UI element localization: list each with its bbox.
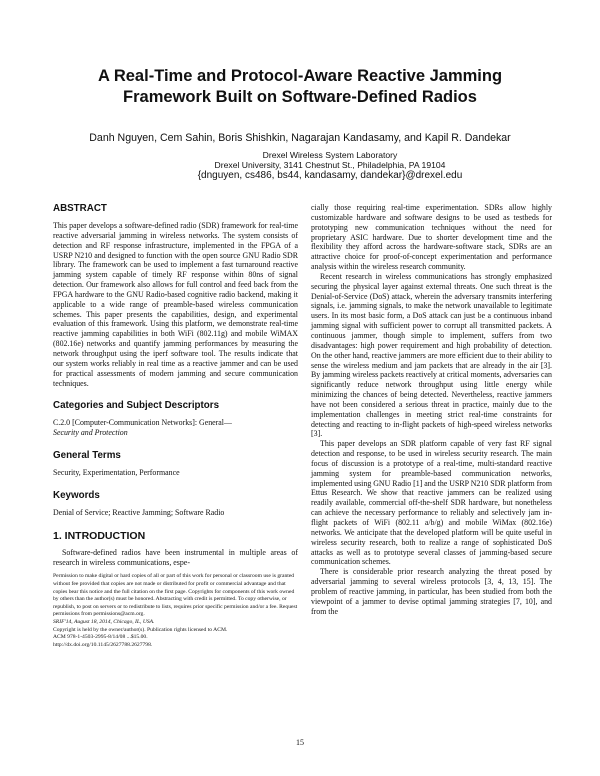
permission-text: Permission to make digital or hard copies of all or part of this work for personal or classroom use is granted without fee provided that copies are not made or distributed for profit or commercial advantage and that copies bear this notice and the full citation on the first page. Copyrights for components of this work owned by others than the author(s) must be honored. Abstracting with credit is permitted. To copy otherwise, or republish, to post on servers or to redistribute to lists, requires prior specific permission and/or a fee. Request permissions from permissions@acm.org. [53, 573, 298, 618]
affiliation-lab: Drexel Wireless System Laboratory [262, 150, 398, 160]
author-list: Danh Nguyen, Cem Sahin, Boris Shishkin, Nagarajan Kandasamy, and Kapil R. Dandekar [89, 132, 511, 144]
copyright-line: Copyright is held by the owner/author(s). Publication rights licensed to ACM. [53, 626, 228, 633]
intro-paragraph-3: This paper develops an SDR platform capable of very fast RF signal detection and response, to be used in wireless security research. The main focus of discussion is a prototype of a real-time, multi-standard reactive jamming system for preamble-based communication networks, implemented using GNU Radio [1] and the USRP N210 SDR platform from Ettus Research. We show that reactive jammers can be realized using readily available, commercial off-the-shelf SDR hardware, but nonetheless can achieve the necessary performance to reliably and selectively jam in-flight packets of WiFi (802.11 a/b/g) and mobile WiMax (802.16e) networks. We anticipate that the developed platform will be quite useful in wireless security research, both to realize a range of sophisticated DoS attacks as well as to prototype several classes of jamming-based secure communication schemes. [311, 439, 553, 567]
venue-text: SRIF'14, August 18, 2014, Chicago, IL, USA. [53, 618, 155, 625]
keywords-text: Denial of Service; Reactive Jamming; Software Radio [53, 507, 225, 517]
venue-line [53, 619, 298, 627]
intro-paragraph-2: Recent research in wireless communications has strongly emphasized securing the physical layer against external threats. One such threat is the Denial-of-Service (DoS) attack, wherein the adversary transmits interfering signals, i.e. jamming signals, to make the network unavailable to legitimate users. In its most basic form, a DoS attack can just be a continuous inband jamming signal with sufficient power to corrupt all transmitted packets. A continuous jammer, though simple to implement, suffers from two disadvantages: high power requirement and high probability of detection. On the other hand, reactive jammers are more efficient due to their ability to sense the wireless medium and jam packets that are already in the air [3]. By jamming wireless packets reactively at critical moments, adversaries can significantly reduce network throughput using little energy while minimizing the chances of being detected. Nevertheless, reactive jammers have not been considered a serious threat in practice, mainly due to the implementation challenges in meeting strict real-time constraints for detecting and reacting to in-flight packets of high-speed wireless networks [3]. [311, 271, 552, 439]
page-number: 15 [296, 738, 304, 747]
paper-title [40, 66, 560, 108]
categories-line: C.2.0 [Computer-Communication Networks]: General— [53, 418, 232, 428]
categories-subline: Security and Protection [53, 428, 128, 438]
affiliation-emails: {dnguyen, cs486, bs44, kandasamy, dandekar}@drexel.edu [197, 170, 463, 181]
intro-paragraph-1-cont: cially those requiring real-time experimentation. SDRs allow highly customizable hardware and software designs to be used as testbeds for prototyping new communication techniques without the need for proprietary ASIC hardware. Due to shorter development time and the flexibility they afford across the hardware-software stack, SDRs are an attractive choice for proof-of-concept experimentation and performance analysis within the wireless research community. [311, 203, 552, 272]
doi-line: http://dx.doi.org/10.1145/2627788.2627798. [53, 641, 153, 648]
permission-block [53, 573, 298, 649]
introduction-heading: 1. INTRODUCTION [53, 529, 146, 542]
isbn-line: ACM 978-1-4503-2995-8/14/08 ...$15.00. [53, 634, 148, 641]
abstract-heading: ABSTRACT [53, 203, 107, 214]
categories-heading: Categories and Subject Descriptors [53, 400, 220, 412]
abstract-text: This paper develops a software-defined radio (SDR) framework for real-time reactive adversarial jamming in wireless networks. The system consists of detection and RF response infrastructure, implemented in the FPGA of a USRP N210 and designed to function with the open source GNU Radio SDR library. The framework can be used to implement a fast turnaround reactive jamming system capable of timely RF response within 80ns of signal detection. Our framework also allows for full control and feed back from the FPGA hardware to the GNU Radio-based cognitive radio backend, making it applicable to a wide range of preamble-based wireless communication schemes. This paper presents the capabilities, design, and experimental evaluation of this framework. Using this platform, we demonstrate real-time reactive jamming capabilities in both WiFi (802.11g) and mobile WiMAX (802.16e) networks and quantify jamming performances by measuring the network throughput using the iperf software tool. The results indicate that our system works reliably in real time as a reactive jammer and can be used for practical assessments of modern jamming and secure communication techniques. [53, 221, 298, 388]
intro-paragraph-4: There is considerable prior research analyzing the threat posed by adversarial jamming to several wireless protocols [3, 4, 13, 15]. The problem of reactive jamming, in particular, has been studied from both the viewpoint of a jammer to devise optimal jamming strategies [7, 10], and from the [311, 567, 552, 616]
title-line-2: Framework Built on Software-Defined Radios [123, 88, 477, 106]
affiliation-address: Drexel University, 3141 Chestnut St., Philadelphia, PA 19104 [214, 160, 446, 170]
general-terms-heading: General Terms [53, 450, 121, 462]
general-terms-text: Security, Experimentation, Performance [53, 468, 180, 478]
keywords-heading: Keywords [53, 489, 100, 501]
intro-paragraph-1-start: Software-defined radios have been instrumental in multiple areas of research in wireless communications, espe- [53, 547, 298, 567]
right-column [311, 203, 552, 616]
title-line-1: A Real-Time and Protocol-Aware Reactive Jamming [97, 67, 503, 85]
left-column [53, 203, 298, 649]
